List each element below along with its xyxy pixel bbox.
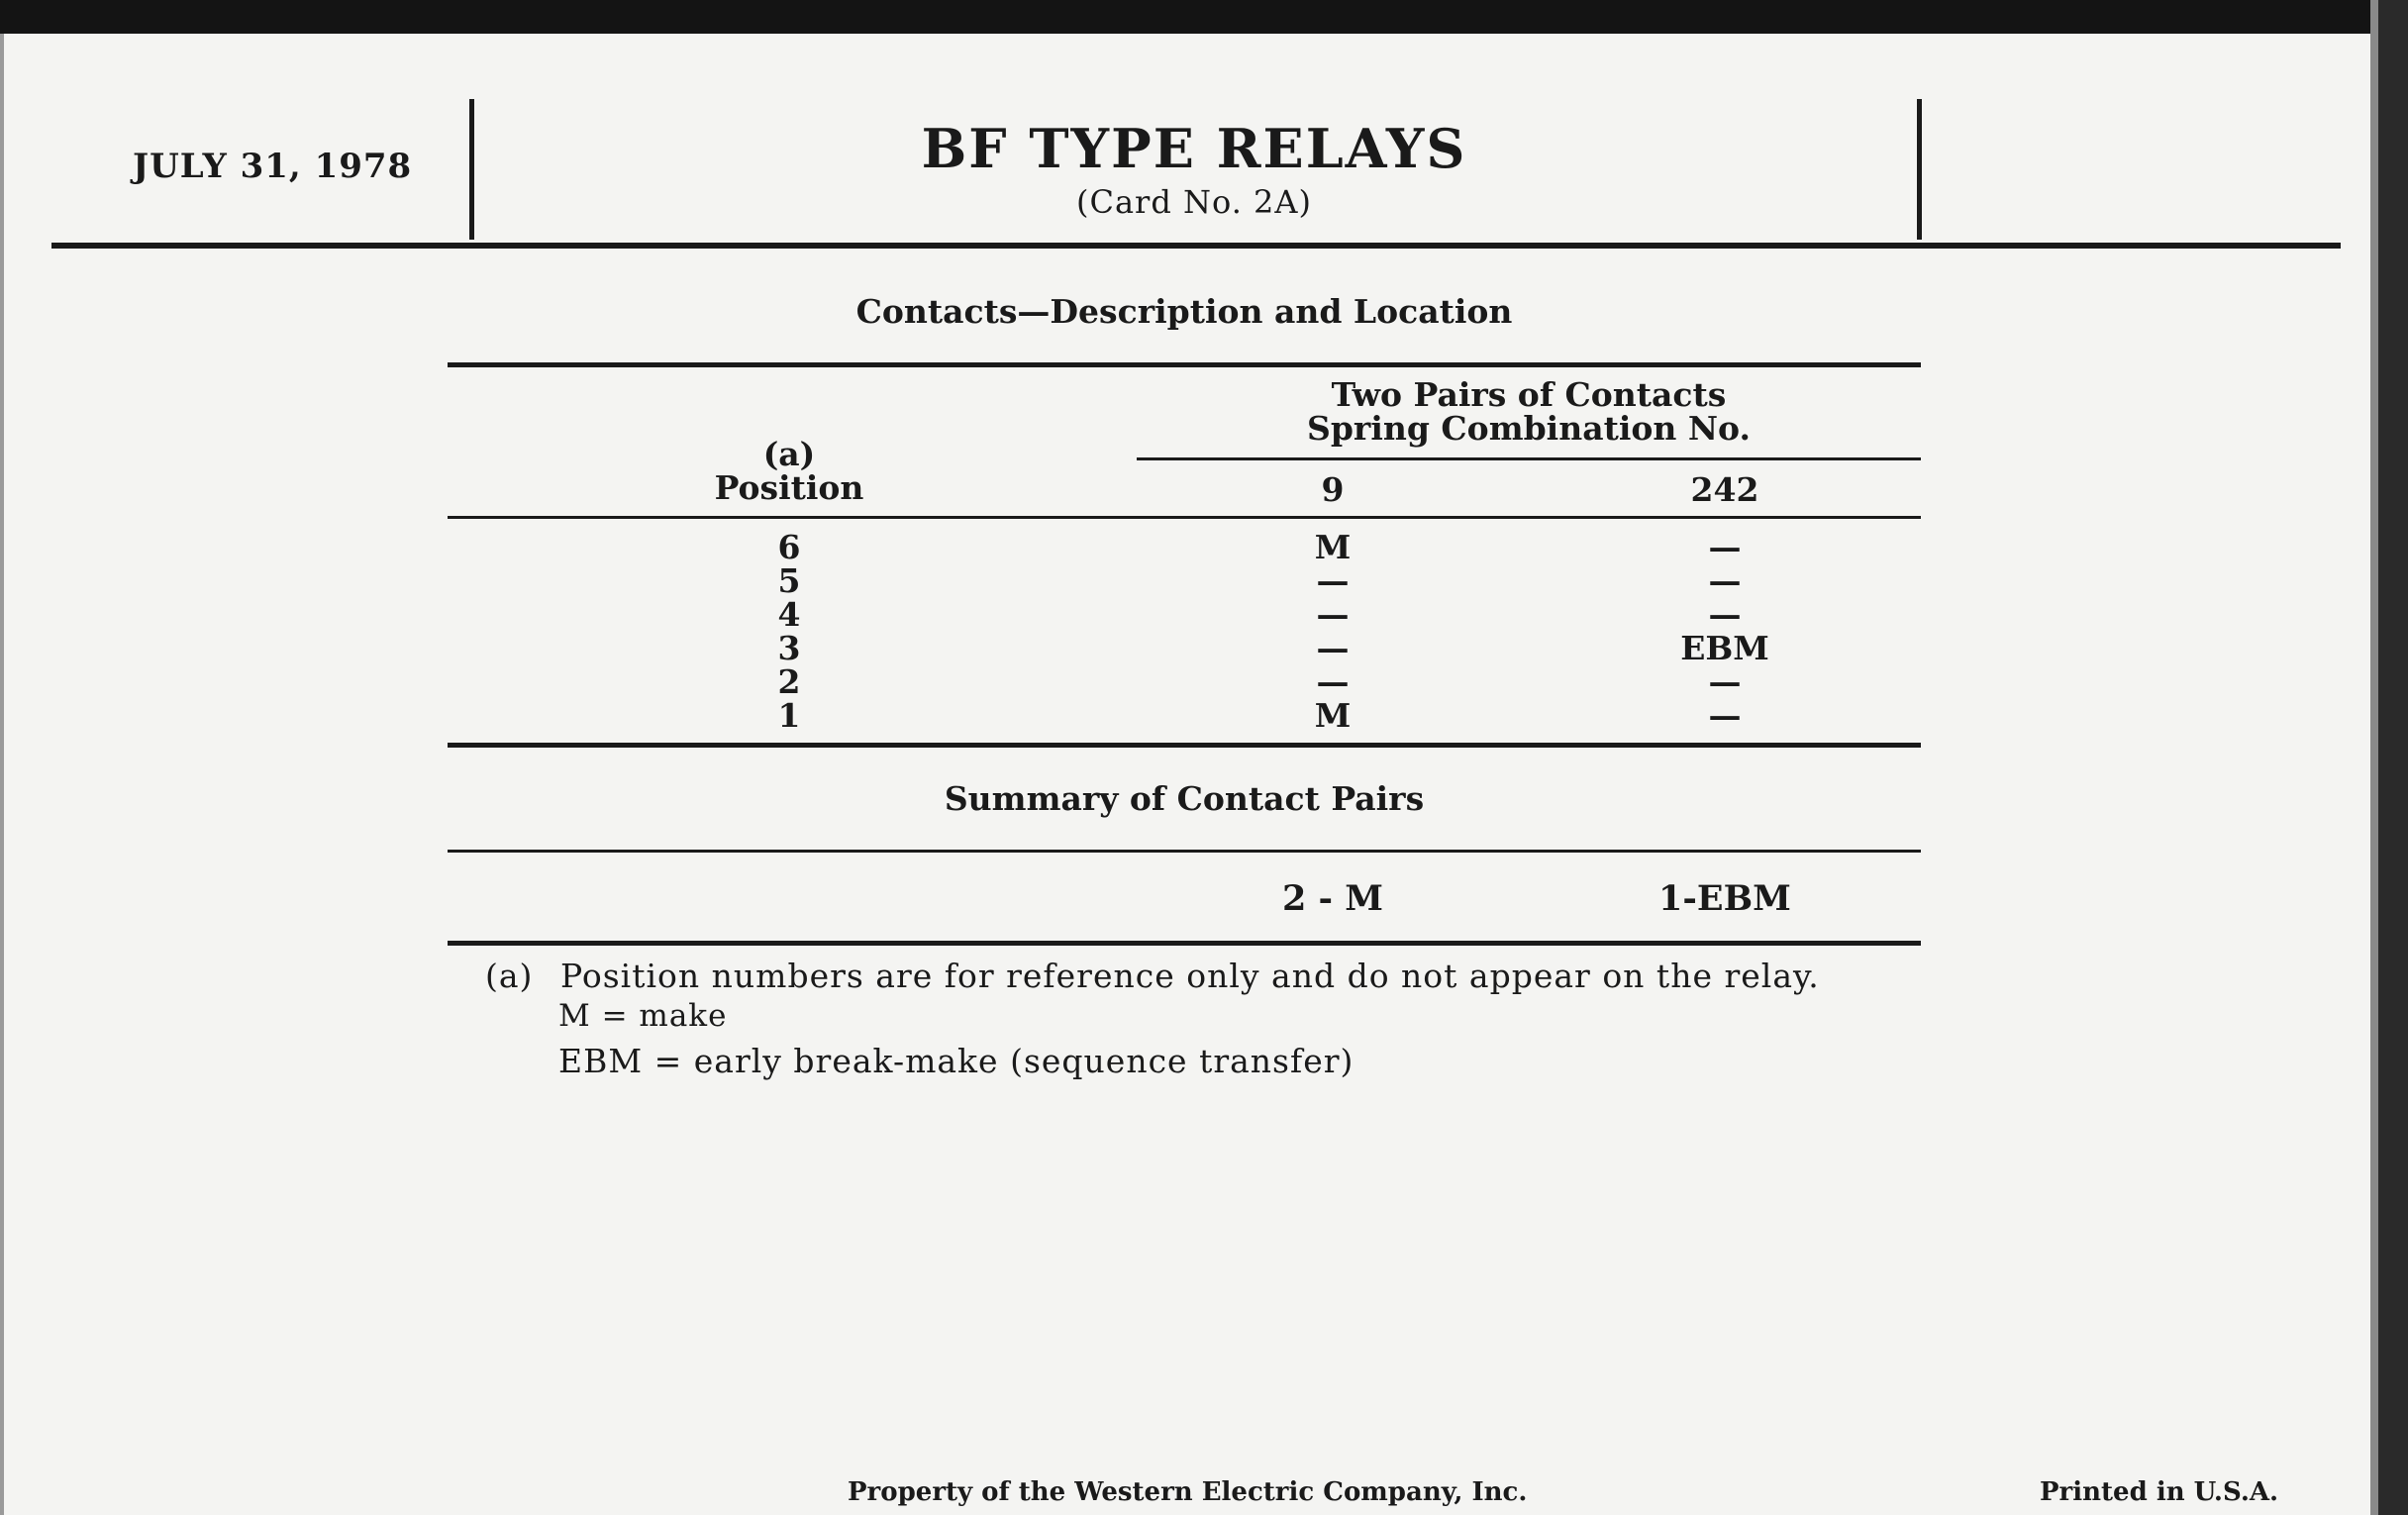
table-body: [448, 528, 1921, 735]
footer-printed: Printed in U.S.A.: [2040, 1477, 2279, 1507]
scan-border-left: [0, 34, 4, 1515]
combo-9-cell: M: [1314, 696, 1352, 735]
combo-9-cell: —: [1316, 629, 1350, 667]
summary-combo-242: 1-EBM: [1658, 878, 1791, 919]
footer-property: Property of the Western Electric Company, Inc.: [848, 1477, 1528, 1507]
position-column-header: Position: [714, 468, 864, 507]
column-group-header-line1: Two Pairs of Contacts: [1331, 375, 1727, 414]
footnote-ebm: EBM = early break-make (sequence transfer): [558, 1042, 1354, 1080]
table-row: [448, 629, 1921, 667]
document-date: JULY 31, 1978: [133, 147, 413, 186]
column-header-9: 9: [1321, 470, 1345, 509]
combo-9-cell: —: [1316, 662, 1350, 701]
column-group-header: [1137, 375, 1921, 448]
combo-242-cell: —: [1708, 595, 1742, 634]
table-row: [448, 595, 1921, 634]
combo-242-cell: EBM: [1680, 629, 1769, 667]
summary-combo-9: 2 - M: [1282, 878, 1383, 919]
position-cell: 2: [777, 662, 801, 701]
column-group-header-line2: Spring Combination No.: [1307, 409, 1751, 448]
position-cell: 1: [777, 696, 801, 735]
table-row: [448, 696, 1921, 735]
position-cell: 4: [777, 595, 801, 634]
footnote-position: Position numbers are for reference only and do not appear on the relay.: [560, 957, 1820, 995]
footnote-marker: (a): [485, 957, 534, 995]
combo-9-cell: —: [1316, 561, 1350, 600]
scan-border-right: [2378, 0, 2408, 1515]
summary-title: Summary of Contact Pairs: [944, 779, 1425, 818]
combo-9-cell: M: [1314, 528, 1352, 566]
column-header-242: 242: [1690, 470, 1759, 509]
card-number: (Card No. 2A): [1076, 183, 1312, 221]
position-cell: 5: [777, 561, 801, 600]
combo-242-cell: —: [1708, 528, 1742, 566]
table-bottom-rule: [448, 743, 1921, 748]
scan-border-right-edge: [2370, 0, 2378, 1515]
combo-242-cell: —: [1708, 662, 1742, 701]
table-row: [448, 528, 1921, 566]
table-top-rule: [448, 362, 1921, 367]
page-title: BF TYPE RELAYS: [921, 117, 1467, 180]
column-group-rule: [1137, 457, 1921, 460]
position-footnote-marker: (a): [762, 435, 816, 473]
summary-bottom-rule: [448, 941, 1921, 946]
table-header-rule: [448, 516, 1921, 519]
section-title: Contacts—Description and Location: [855, 292, 1513, 331]
table-row: [448, 561, 1921, 600]
header-rule: [51, 243, 2341, 249]
position-cell: 3: [777, 629, 801, 667]
combo-9-cell: —: [1316, 595, 1350, 634]
scan-border-top: [0, 0, 2408, 34]
table-row: [448, 662, 1921, 701]
footnote-make: M = make: [558, 998, 728, 1034]
combo-242-cell: —: [1708, 696, 1742, 735]
position-cell: 6: [777, 528, 801, 566]
header-divider-right: [1917, 99, 1922, 240]
summary-rule: [448, 850, 1921, 853]
combo-242-cell: —: [1708, 561, 1742, 600]
